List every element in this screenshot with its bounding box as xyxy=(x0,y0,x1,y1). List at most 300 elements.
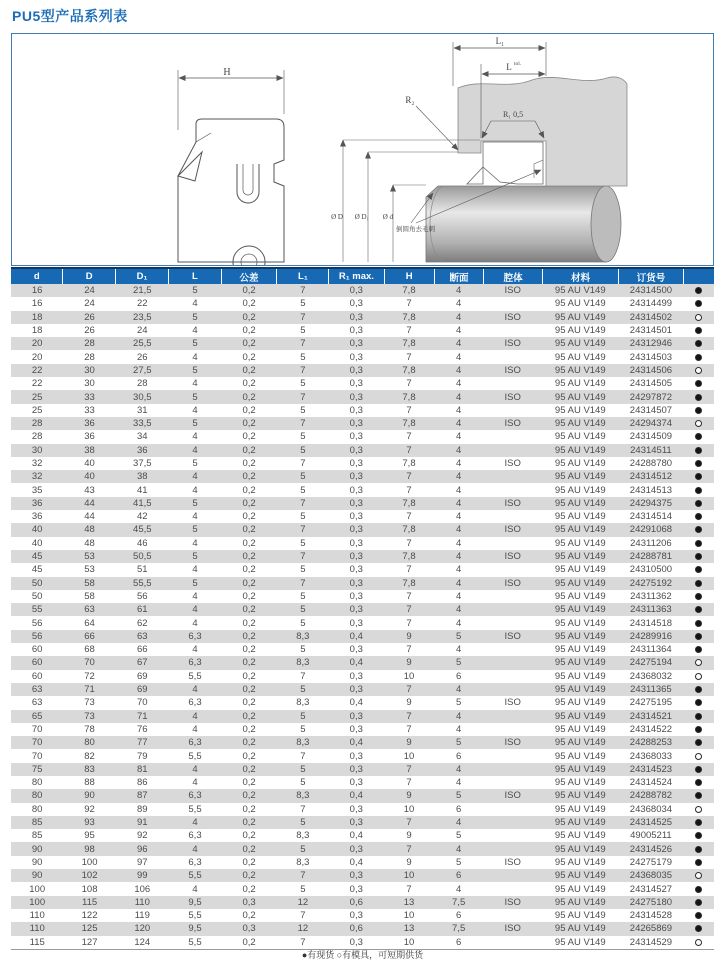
dim-label-L-tolerance: tol. xyxy=(514,61,522,67)
in-stock-circle-icon xyxy=(695,819,702,826)
stock-indicator xyxy=(684,404,714,417)
table-cell: 5 xyxy=(192,285,198,297)
table-cell: 24368034 xyxy=(629,803,673,815)
table-cell: 90 xyxy=(84,790,95,802)
table-cell: 95 AU V149 xyxy=(554,391,606,403)
table-cell: 97 xyxy=(136,856,148,868)
seal-diagram-svg xyxy=(12,34,713,265)
stock-indicator xyxy=(684,749,714,762)
table-cell: 0,3 xyxy=(349,311,363,323)
table-cell: 0,3 xyxy=(349,484,363,496)
table-cell: 95 AU V149 xyxy=(554,684,606,696)
table-cell: 4 xyxy=(455,617,462,629)
table-cell: 95 AU V149 xyxy=(554,843,606,855)
table-cell: 0,3 xyxy=(349,404,363,416)
table-cell: 0,2 xyxy=(242,537,256,549)
table-cell: 4 xyxy=(455,710,462,722)
stock-indicator xyxy=(684,350,714,363)
table-cell: 0,3 xyxy=(349,391,363,403)
stock-indicator xyxy=(684,470,714,483)
table-row xyxy=(11,577,714,590)
table-cell: 0,2 xyxy=(242,817,256,829)
table-cell: 7 xyxy=(406,325,412,337)
table-cell: 7,5 xyxy=(452,896,466,908)
table-cell: 35 xyxy=(31,484,43,496)
stock-indicator xyxy=(684,816,714,829)
table-cell xyxy=(483,710,542,723)
table-cell: 0,2 xyxy=(242,338,256,350)
table-cell: 26 xyxy=(136,351,148,363)
table-cell: 8,3 xyxy=(296,657,310,669)
table-cell: 4 xyxy=(192,817,198,829)
table-cell: 60 xyxy=(31,670,43,682)
table-cell: 127 xyxy=(81,936,98,948)
stock-indicator xyxy=(684,656,714,669)
table-cell: 7 xyxy=(300,338,306,350)
stock-indicator xyxy=(684,789,714,802)
table-cell: 5 xyxy=(192,577,198,589)
table-cell: 71 xyxy=(136,710,148,722)
table-cell: 95 AU V149 xyxy=(554,936,606,948)
table-cell: 5 xyxy=(192,338,198,350)
table-cell: 85 xyxy=(31,830,43,842)
in-stock-circle-icon xyxy=(695,859,702,866)
table-cell: 7 xyxy=(406,484,412,496)
column-header: 材料 xyxy=(543,269,619,284)
in-stock-circle-icon xyxy=(695,886,702,893)
table-cell: 53 xyxy=(84,551,95,563)
table-cell: 6 xyxy=(455,910,462,922)
table-cell: 70 xyxy=(31,723,43,735)
dim-label-L1: L₁ xyxy=(495,36,505,46)
in-stock-circle-icon xyxy=(695,394,702,401)
table-cell: 95 AU V149 xyxy=(554,763,606,775)
table-cell: 7 xyxy=(406,777,412,789)
table-cell: 30 xyxy=(31,444,43,456)
table-cell: 5 xyxy=(300,604,306,616)
table-row xyxy=(11,377,714,390)
stock-indicator xyxy=(684,284,714,297)
table-cell: 7,8 xyxy=(402,524,416,536)
table-cell: 24275192 xyxy=(629,577,673,589)
table-cell: 5,5 xyxy=(188,870,202,882)
table-cell: 9 xyxy=(406,697,412,709)
in-stock-circle-icon xyxy=(695,380,702,387)
table-cell: 30 xyxy=(84,364,95,376)
stock-indicator xyxy=(684,616,714,629)
availability-legend: ●有现货 ○有模具，可短期供货 xyxy=(301,950,424,960)
table-cell: 95 AU V149 xyxy=(554,351,606,363)
table-cell: 92 xyxy=(136,830,148,842)
in-stock-circle-icon xyxy=(695,726,702,733)
table-cell: 24314506 xyxy=(629,364,673,376)
in-stock-circle-icon xyxy=(695,593,702,600)
stock-indicator xyxy=(684,882,714,895)
table-cell: 64 xyxy=(84,617,95,629)
in-stock-circle-icon xyxy=(695,832,702,839)
table-cell: 4 xyxy=(192,511,198,523)
table-row xyxy=(11,789,714,802)
table-cell: 4 xyxy=(192,537,198,549)
table-cell: 27,5 xyxy=(133,364,152,376)
table-cell: 0,3 xyxy=(349,351,363,363)
table-cell: 24314503 xyxy=(629,351,673,363)
table-cell: 7,8 xyxy=(402,418,416,430)
table-cell: 0,2 xyxy=(242,577,256,589)
table-cell: 95 AU V149 xyxy=(554,325,606,337)
table-cell: 9 xyxy=(406,790,412,802)
table-cell: 6 xyxy=(455,936,462,948)
table-cell: 44 xyxy=(84,511,95,523)
table-cell: 40 xyxy=(84,471,95,483)
table-cell: 4 xyxy=(192,684,198,696)
table-cell: 0,2 xyxy=(242,298,256,310)
table-row xyxy=(11,390,714,403)
column-header xyxy=(684,269,714,284)
table-row xyxy=(11,856,714,869)
table-cell: 32 xyxy=(31,471,43,483)
table-cell: 0,2 xyxy=(242,404,256,416)
table-cell: 0,3 xyxy=(349,431,363,443)
table-cell: 5 xyxy=(300,298,306,310)
table-cell: 95 AU V149 xyxy=(554,896,606,908)
table-cell: 0,3 xyxy=(349,684,363,696)
table-cell: ISO xyxy=(504,896,521,908)
table-cell: 56 xyxy=(31,617,43,629)
table-cell: 8,3 xyxy=(296,790,310,802)
table-cell: 7 xyxy=(300,870,306,882)
table-cell: 6,3 xyxy=(188,856,202,868)
table-cell: 20 xyxy=(31,351,43,363)
table-row xyxy=(11,909,714,922)
table-cell: 24314521 xyxy=(629,710,673,722)
table-cell: 6 xyxy=(455,750,462,762)
table-cell: 24275179 xyxy=(629,856,673,868)
mold-available-circle-icon xyxy=(695,872,702,879)
table-cell: 4 xyxy=(455,444,462,456)
table-cell: 32 xyxy=(31,458,43,469)
deburr-note: 倒圆角去毛刺 xyxy=(396,226,435,233)
table-row xyxy=(11,590,714,603)
table-cell: 70 xyxy=(84,657,95,669)
table-cell: 24 xyxy=(84,285,95,297)
table-cell: 5 xyxy=(300,817,306,829)
table-cell: 70 xyxy=(31,750,43,762)
table-cell: 24265869 xyxy=(629,923,673,935)
table-cell: 6,3 xyxy=(188,790,202,802)
table-cell: 24314512 xyxy=(629,471,673,483)
table-cell: 58 xyxy=(84,577,95,589)
table-cell: 0,2 xyxy=(242,604,256,616)
table-cell: 4 xyxy=(455,604,462,616)
table-row xyxy=(11,297,714,310)
table-cell: 0,3 xyxy=(349,511,363,523)
table-cell: 0,2 xyxy=(242,325,256,337)
stock-indicator xyxy=(684,710,714,723)
table-cell: 5 xyxy=(300,378,306,390)
table-cell: 4 xyxy=(192,404,198,416)
table-cell: 9 xyxy=(406,856,412,868)
table-cell: 7 xyxy=(300,670,306,682)
table-cell: 7 xyxy=(406,843,412,855)
table-cell: 24314526 xyxy=(629,843,673,855)
table-cell: 50,5 xyxy=(133,551,152,563)
table-cell: 5 xyxy=(300,763,306,775)
table-cell: 4 xyxy=(455,351,462,363)
table-cell: 79 xyxy=(136,750,148,762)
table-cell: 0,2 xyxy=(242,777,256,789)
table-cell: 55 xyxy=(31,604,43,616)
table-cell: ISO xyxy=(504,923,521,935)
table-cell: 24314500 xyxy=(629,285,673,297)
table-cell: 18 xyxy=(31,311,43,323)
table-cell: 0,2 xyxy=(242,617,256,629)
table-cell: 95 AU V149 xyxy=(554,458,606,469)
table-cell: 36 xyxy=(31,497,43,509)
table-cell: 8,3 xyxy=(296,630,310,642)
table-cell: 0,2 xyxy=(242,657,256,669)
table-cell xyxy=(483,563,542,576)
table-cell: 9 xyxy=(406,830,412,842)
table-cell: 0,2 xyxy=(242,444,256,456)
table-cell: 42 xyxy=(136,511,148,523)
table-cell: 95 AU V149 xyxy=(554,564,606,576)
table-cell: 24 xyxy=(84,298,95,310)
table-cell: 24314527 xyxy=(629,883,673,895)
stock-indicator xyxy=(684,550,714,563)
table-cell: 4 xyxy=(455,564,462,576)
table-cell: 0,2 xyxy=(242,497,256,509)
table-cell: 95 AU V149 xyxy=(554,657,606,669)
table-cell: 4 xyxy=(455,325,462,337)
table-cell: 66 xyxy=(136,644,148,656)
table-cell: 5 xyxy=(300,404,306,416)
table-cell: 95 AU V149 xyxy=(554,777,606,789)
table-row xyxy=(11,630,714,643)
table-cell: 10 xyxy=(403,670,415,682)
table-cell: 4 xyxy=(192,431,198,443)
table-cell: 63 xyxy=(31,684,43,696)
table-cell xyxy=(483,483,542,496)
table-cell: 66 xyxy=(84,630,95,642)
table-cell: 7 xyxy=(406,351,412,363)
table-row xyxy=(11,683,714,696)
table-cell: 24314502 xyxy=(629,311,673,323)
table-cell: 95 AU V149 xyxy=(554,750,606,762)
table-cell: 53 xyxy=(84,564,95,576)
table-cell: ISO xyxy=(504,630,521,642)
table-cell: 24368033 xyxy=(629,750,673,762)
table-cell: 4 xyxy=(455,644,462,656)
table-row xyxy=(11,736,714,749)
table-cell xyxy=(483,470,542,483)
table-cell: 4 xyxy=(455,684,462,696)
table-cell: 5 xyxy=(192,311,198,323)
table-row xyxy=(11,430,714,443)
table-cell xyxy=(483,723,542,736)
table-cell: 80 xyxy=(31,777,43,789)
table-row xyxy=(11,763,714,776)
table-cell: 7 xyxy=(406,644,412,656)
table-cell: 5,5 xyxy=(188,936,202,948)
table-cell: 4 xyxy=(192,471,198,483)
table-cell: 6,3 xyxy=(188,830,202,842)
table-cell: 95 AU V149 xyxy=(554,856,606,868)
table-cell: 37,5 xyxy=(133,458,152,469)
in-stock-circle-icon xyxy=(695,699,702,706)
table-cell: 73 xyxy=(84,710,95,722)
table-cell: 36 xyxy=(136,444,148,456)
mold-available-circle-icon xyxy=(695,367,702,374)
table-cell: 71 xyxy=(84,684,95,696)
table-cell: 96 xyxy=(136,843,148,855)
table-cell: 22 xyxy=(31,364,43,376)
table-cell xyxy=(483,404,542,417)
table-cell: 5 xyxy=(300,431,306,443)
table-cell: 24314528 xyxy=(629,910,673,922)
table-cell: 115 xyxy=(29,936,45,948)
in-stock-circle-icon xyxy=(695,340,702,347)
table-cell: 0,3 xyxy=(349,870,363,882)
table-cell: 7 xyxy=(406,444,412,456)
dim-label-L: L xyxy=(506,62,512,72)
table-cell: 33 xyxy=(84,404,95,416)
table-cell: 4 xyxy=(455,817,462,829)
table-cell: 95 AU V149 xyxy=(554,644,606,656)
in-stock-circle-icon xyxy=(695,846,702,853)
table-row xyxy=(11,284,714,297)
column-header: 断面 xyxy=(435,269,484,284)
table-cell: 24314522 xyxy=(629,723,673,735)
mold-available-circle-icon xyxy=(695,753,702,760)
table-row xyxy=(11,710,714,723)
table-cell: 7 xyxy=(406,710,412,722)
table-cell: 76 xyxy=(136,723,148,735)
stock-indicator xyxy=(684,723,714,736)
table-row xyxy=(11,311,714,324)
table-cell: 40 xyxy=(31,524,43,536)
table-cell: 7,8 xyxy=(402,311,416,323)
stock-indicator xyxy=(684,590,714,603)
table-cell: 4 xyxy=(192,484,198,496)
table-cell: 95 AU V149 xyxy=(554,710,606,722)
table-cell: 95 AU V149 xyxy=(554,537,606,549)
table-cell: 34 xyxy=(136,431,148,443)
table-row xyxy=(11,749,714,762)
table-cell: 95 AU V149 xyxy=(554,431,606,443)
table-cell: 7 xyxy=(406,537,412,549)
table-cell: 5 xyxy=(300,723,306,735)
column-header: H xyxy=(385,269,435,284)
table-cell: 90 xyxy=(31,870,43,882)
table-cell: 88 xyxy=(84,777,95,789)
table-cell: 95 AU V149 xyxy=(554,604,606,616)
table-cell: 65 xyxy=(31,710,43,722)
table-cell: 0,3 xyxy=(349,338,363,350)
table-cell: 4 xyxy=(455,418,462,430)
table-cell: 72 xyxy=(84,670,95,682)
table-cell: 0,4 xyxy=(349,697,363,709)
table-header-row xyxy=(11,267,714,284)
table-cell: 0,3 xyxy=(349,524,363,536)
mold-available-circle-icon xyxy=(695,939,702,946)
table-cell: 24288781 xyxy=(629,551,673,563)
table-cell: 82 xyxy=(84,750,95,762)
table-cell: ISO xyxy=(504,856,521,868)
table-cell: 4 xyxy=(455,378,462,390)
table-cell: 95 AU V149 xyxy=(554,471,606,483)
table-cell xyxy=(483,537,542,550)
table-cell: 95 AU V149 xyxy=(554,577,606,589)
table-cell: 5 xyxy=(192,364,198,376)
table-cell: 36 xyxy=(31,511,43,523)
table-cell: 63 xyxy=(31,697,43,709)
table-cell: 0,2 xyxy=(242,644,256,656)
table-cell: 10 xyxy=(403,910,415,922)
table-cell: 119 xyxy=(134,910,150,922)
table-cell: 60 xyxy=(31,644,43,656)
table-cell: 0,3 xyxy=(349,497,363,509)
table-cell: ISO xyxy=(504,364,521,376)
table-cell: 0,3 xyxy=(349,803,363,815)
dim-label-R2: R₂ xyxy=(405,95,415,105)
table-cell: 4 xyxy=(455,524,462,536)
table-row xyxy=(11,816,714,829)
table-cell xyxy=(483,643,542,656)
in-stock-circle-icon xyxy=(695,300,702,307)
table-cell: 5 xyxy=(192,458,198,469)
table-cell: 5 xyxy=(455,856,462,868)
table-cell: 0,6 xyxy=(349,896,363,908)
table-cell: 0,2 xyxy=(242,418,256,430)
table-cell: 43 xyxy=(84,484,95,496)
table-cell: 7 xyxy=(406,684,412,696)
table-cell xyxy=(483,909,542,922)
table-cell: 95 AU V149 xyxy=(554,551,606,563)
table-cell: 24314518 xyxy=(629,617,673,629)
table-row xyxy=(11,523,714,536)
table-cell: 24291068 xyxy=(629,524,673,536)
in-stock-circle-icon xyxy=(695,433,702,440)
table-cell xyxy=(483,377,542,390)
table-cell: 12 xyxy=(297,923,309,935)
table-row xyxy=(11,896,714,909)
table-cell: 125 xyxy=(81,923,98,935)
stock-indicator xyxy=(684,856,714,869)
in-stock-circle-icon xyxy=(695,487,702,494)
table-cell: 95 AU V149 xyxy=(554,364,606,376)
stock-indicator xyxy=(684,869,714,882)
table-cell: 24311363 xyxy=(630,604,672,616)
table-cell: 0,2 xyxy=(242,471,256,483)
table-cell: 24368035 xyxy=(629,870,673,882)
table-cell: 24312946 xyxy=(629,338,673,350)
table-cell: 13 xyxy=(403,896,415,908)
table-cell: 7 xyxy=(300,936,306,948)
table-cell: 99 xyxy=(136,870,148,882)
table-cell: 5,5 xyxy=(188,910,202,922)
table-cell xyxy=(483,430,542,443)
table-cell: 8,3 xyxy=(296,737,310,749)
table-cell: 81 xyxy=(136,763,148,775)
table-cell: 7 xyxy=(300,418,306,430)
table-cell: 95 AU V149 xyxy=(554,830,606,842)
in-stock-circle-icon xyxy=(695,899,702,906)
table-cell: 5 xyxy=(300,883,306,895)
table-cell: 0,2 xyxy=(242,378,256,390)
table-cell: 4 xyxy=(192,723,198,735)
table-cell: 115 xyxy=(81,896,98,908)
